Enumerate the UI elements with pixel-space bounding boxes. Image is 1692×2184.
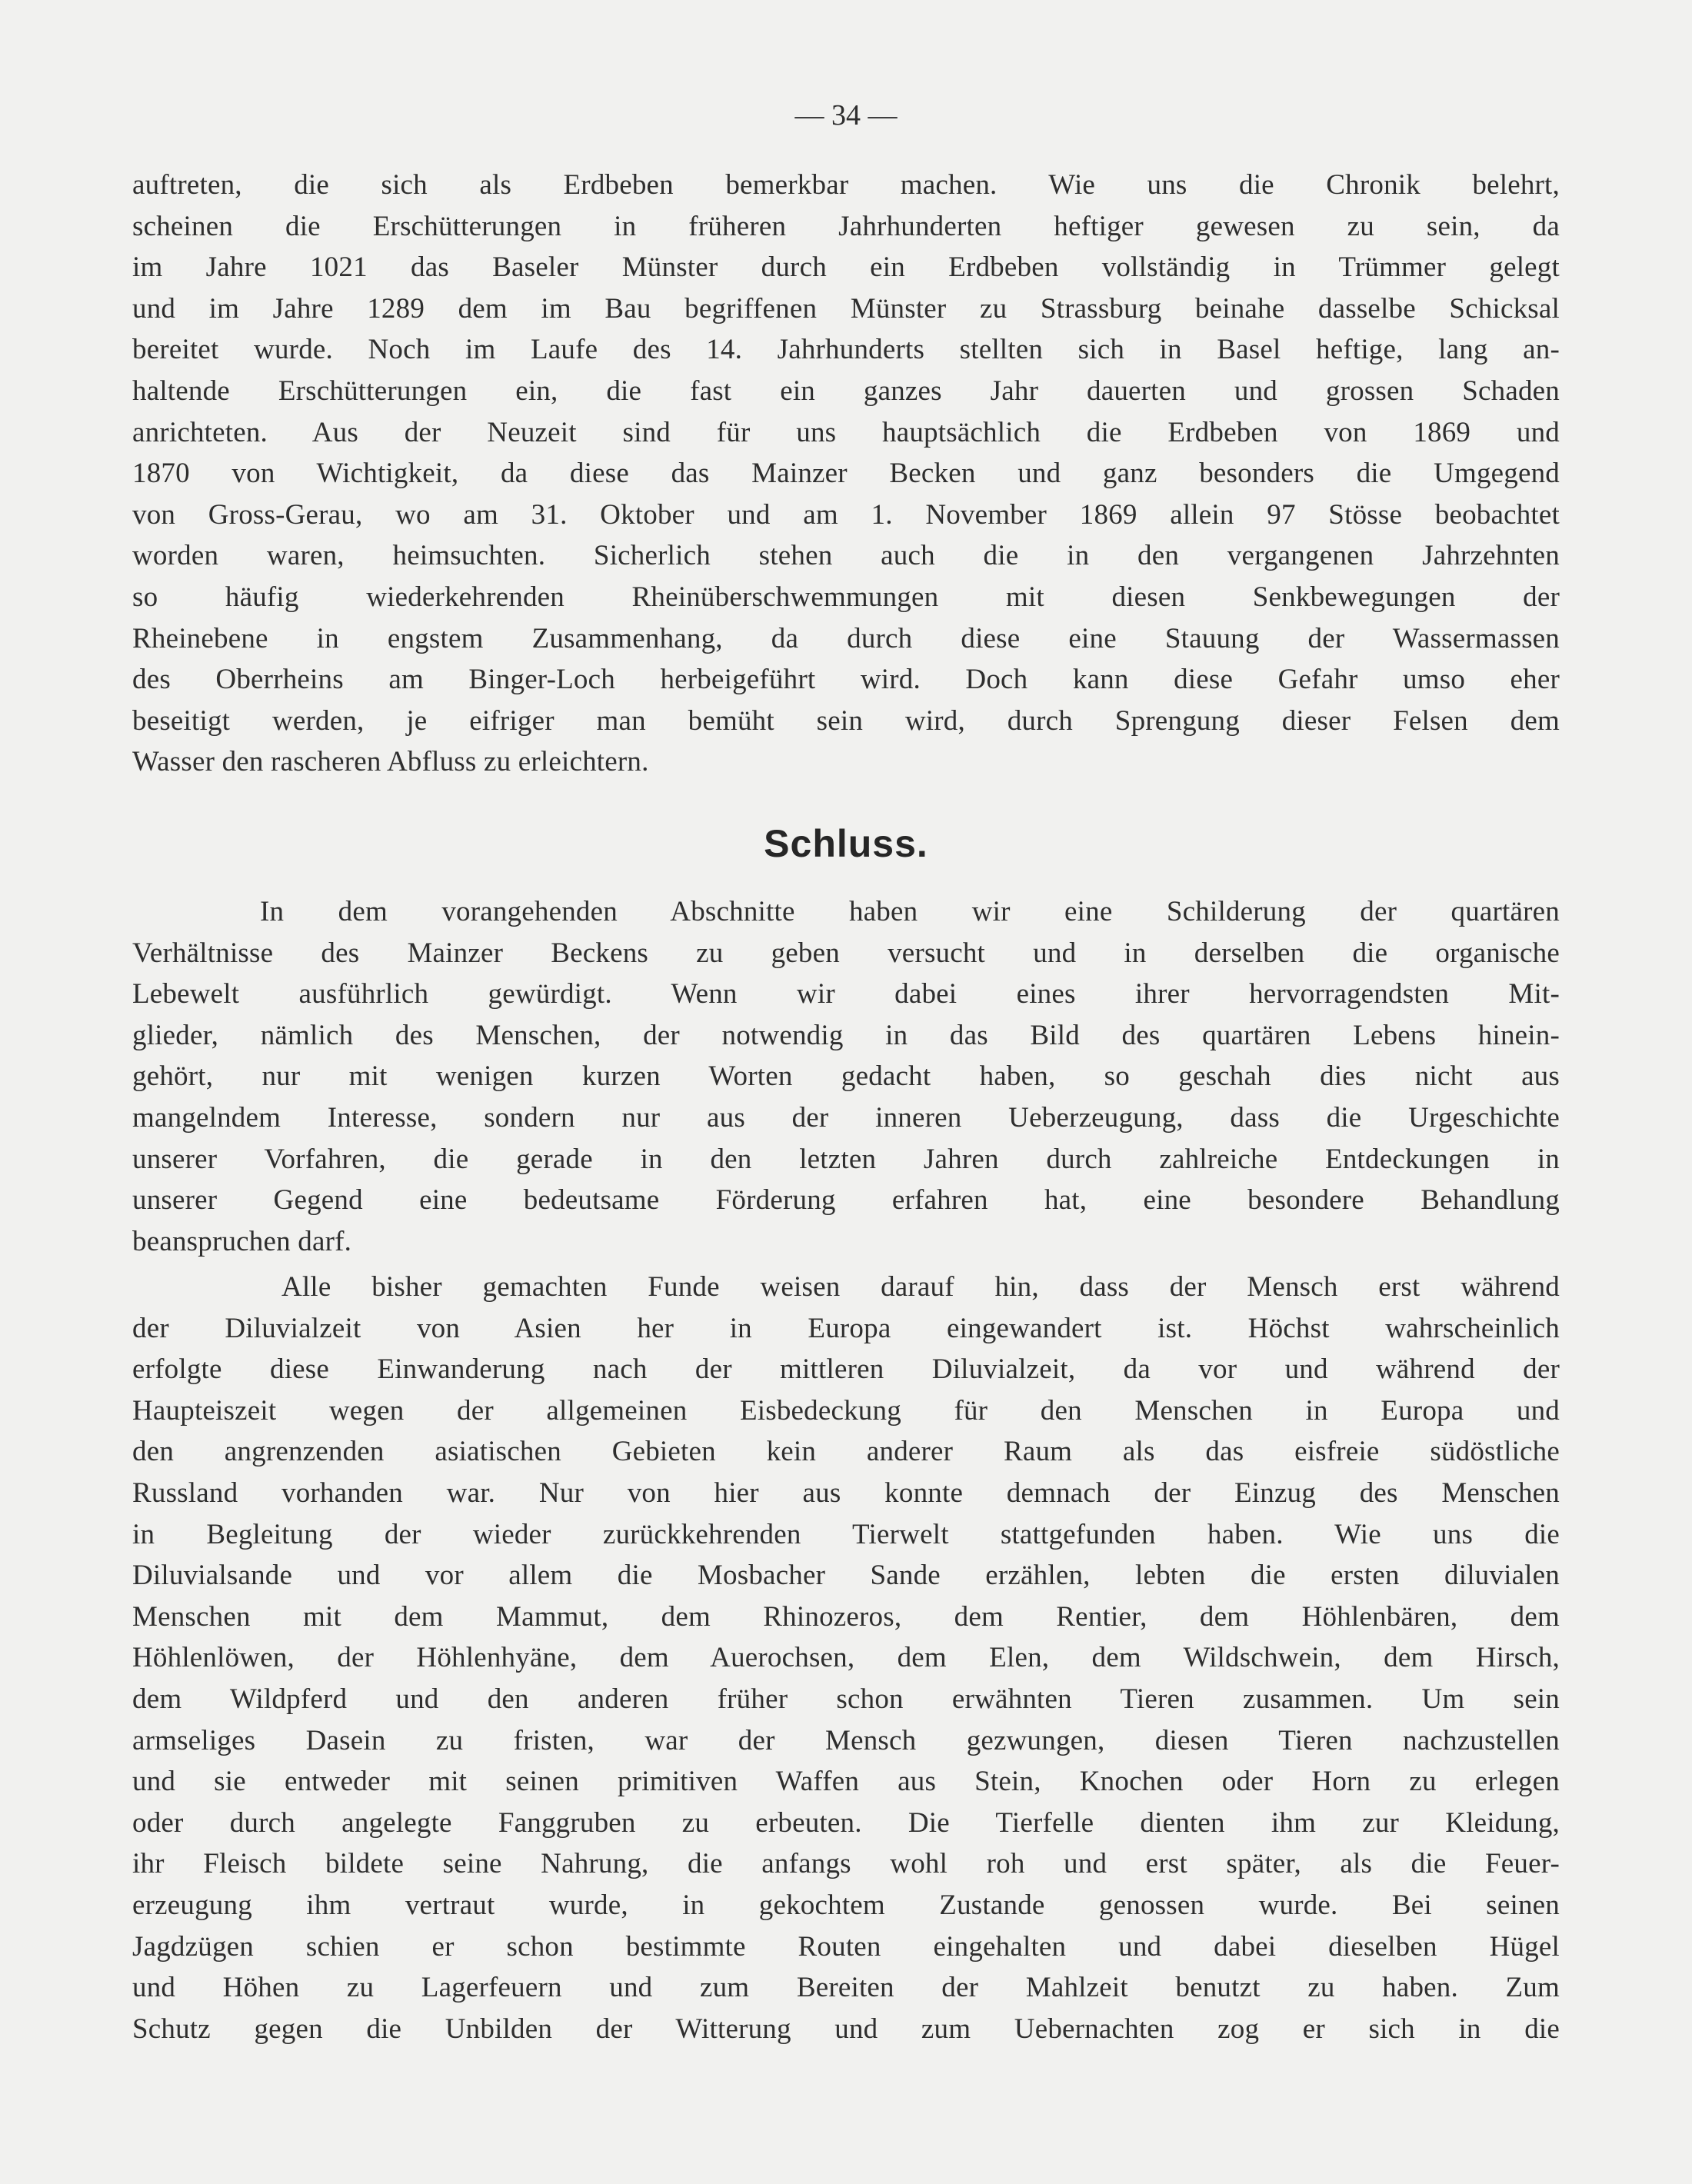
text-line: und Höhen zu Lagerfeuern und zum Bereiten der Mahlzeit benutzt zu haben. Zum <box>132 1972 1560 2004</box>
text-line: auftreten, die sich als Erdbeben bemerkbar machen. Wie uns die Chronik belehrt, <box>132 169 1560 201</box>
text-line: Verhältnisse des Mainzer Beckens zu geben versucht und in derselben die organische <box>132 937 1560 969</box>
paragraph-intro-conclusion <box>132 891 1560 1262</box>
text-line: in Begleitung der wieder zurückkehrenden Tierwelt stattgefunden haben. Wie uns die <box>132 1518 1560 1550</box>
text-line: im Jahre 1021 das Baseler Münster durch ein Erdbeben vollständig in Trümmer gelegt <box>132 251 1560 284</box>
text-line: scheinen die Erschütterungen in früheren Jahrhunderten heftiger gewesen zu sein, da <box>132 210 1560 242</box>
text-line: haltende Erschütterungen ein, die fast ein ganzes Jahr dauerten und grossen Schaden <box>132 375 1560 407</box>
text-line: dem Wildpferd und den anderen früher schon erwähnten Tieren zusammen. Um sein <box>132 1683 1560 1715</box>
text-line: bereitet wurde. Noch im Laufe des 14. Jahrhunderts stellten sich in Basel heftige, lang an- <box>132 334 1560 366</box>
text-line: der Diluvialzeit von Asien her in Europa eingewandert ist. Höchst wahrscheinlich <box>132 1312 1560 1344</box>
text-line: Menschen mit dem Mammut, dem Rhinozeros, dem Rentier, dem Höhlenbären, dem <box>132 1600 1560 1633</box>
paragraph-early-humans <box>132 1267 1560 2049</box>
text-line: oder durch angelegte Fanggruben zu erbeuten. Die Tierfelle dienten ihm zur Kleidung, <box>132 1806 1560 1839</box>
text-line: Alle bisher gemachten Funde weisen darauf hin, dass der Mensch erst während <box>281 1271 1560 1303</box>
text-line: den angrenzenden asiatischen Gebieten kein anderer Raum als das eisfreie südöstliche <box>132 1436 1560 1468</box>
text-line: erzeugung ihm vertraut wurde, in gekochtem Zustande genossen wurde. Bei seinen <box>132 1889 1560 1921</box>
text-line: Haupteiszeit wegen der allgemeinen Eisbedeckung für den Menschen in Europa und <box>132 1394 1560 1427</box>
text-line: mangelndem Interesse, sondern nur aus der inneren Ueberzeugung, dass die Urgeschichte <box>132 1101 1560 1134</box>
text-line: unserer Gegend eine bedeutsame Förderung erfahren hat, eine besondere Behandlung <box>132 1184 1560 1217</box>
text-line: und im Jahre 1289 dem im Bau begriffenen Münster zu Strassburg beinahe dasselbe Schicksal <box>132 292 1560 325</box>
text-line: In dem vorangehenden Abschnitte haben wir eine Schilderung der quartären <box>260 896 1560 927</box>
text-line: unserer Vorfahren, die gerade in den letzten Jahren durch zahlreiche Entdeckungen in <box>132 1143 1560 1175</box>
text-line: Rheinebene in engstem Zusammenhang, da durch diese eine Stauung der Wassermassen <box>132 622 1560 654</box>
text-line: beanspruchen darf. <box>132 1225 352 1257</box>
text-line: ihr Fleisch bildete seine Nahrung, die anfangs wohl roh und erst später, als die Feuer- <box>132 1848 1560 1880</box>
text-line: beseitigt werden, je eifriger man bemüht sein wird, durch Sprengung dieser Felsen dem <box>132 704 1560 737</box>
text-line: Schutz gegen die Unbilden der Witterung und zum Uebernachten zog er sich in die <box>132 2013 1560 2045</box>
text-line: Diluvialsande und vor allem die Mosbacher Sande erzählen, lebten die ersten diluvialen <box>132 1560 1560 1592</box>
text-line: so häufig wiederkehrenden Rheinüberschwemmungen mit diesen Senkbewegungen der <box>132 581 1560 613</box>
text-line: Lebewelt ausführlich gewürdigt. Wenn wir dabei eines ihrer hervorragendsten Mit- <box>132 978 1560 1010</box>
page-number: — 34 — <box>794 99 898 132</box>
text-line: anrichteten. Aus der Neuzeit sind für uns hauptsächlich die Erdbeben von 1869 und <box>132 416 1560 448</box>
section-heading: Schluss. <box>764 822 928 865</box>
text-line: erfolgte diese Einwanderung nach der mittleren Diluvialzeit, da vor und während der <box>132 1353 1560 1386</box>
text-line: des Oberrheins am Binger-Loch herbeigeführt wird. Doch kann diese Gefahr umso eher <box>132 664 1560 696</box>
paragraph-earthquakes <box>132 165 1560 783</box>
text-line: Jagdzügen schien er schon bestimmte Routen eingehalten und dabei dieselben Hügel <box>132 1930 1560 1963</box>
text-line: Wasser den rascheren Abfluss zu erleichtern. <box>132 746 649 778</box>
text-line: und sie entweder mit seinen primitiven Waffen aus Stein, Knochen oder Horn zu erlegen <box>132 1766 1560 1798</box>
text-line: worden waren, heimsuchten. Sicherlich stehen auch die in den vergangenen Jahrzehnten <box>132 540 1560 572</box>
text-line: Russland vorhanden war. Nur von hier aus konnte demnach der Einzug des Menschen <box>132 1477 1560 1509</box>
text-line: 1870 von Wichtigkeit, da diese das Mainzer Becken und ganz besonders die Umgegend <box>132 458 1560 490</box>
text-line: gehört, nur mit wenigen kurzen Worten gedacht haben, so geschah dies nicht aus <box>132 1060 1560 1093</box>
text-line: Höhlenlöwen, der Höhlenhyäne, dem Auerochsen, dem Elen, dem Wildschwein, dem Hirsch, <box>132 1642 1560 1674</box>
text-line: armseliges Dasein zu fristen, war der Mensch gezwungen, diesen Tieren nachzustellen <box>132 1724 1560 1756</box>
text-line: glieder, nämlich des Menschen, der notwendig in das Bild des quartären Lebens hinein- <box>132 1019 1560 1051</box>
text-line: von Gross-Gerau, wo am 31. Oktober und am 1. November 1869 allein 97 Stösse beobachtet <box>132 498 1560 531</box>
